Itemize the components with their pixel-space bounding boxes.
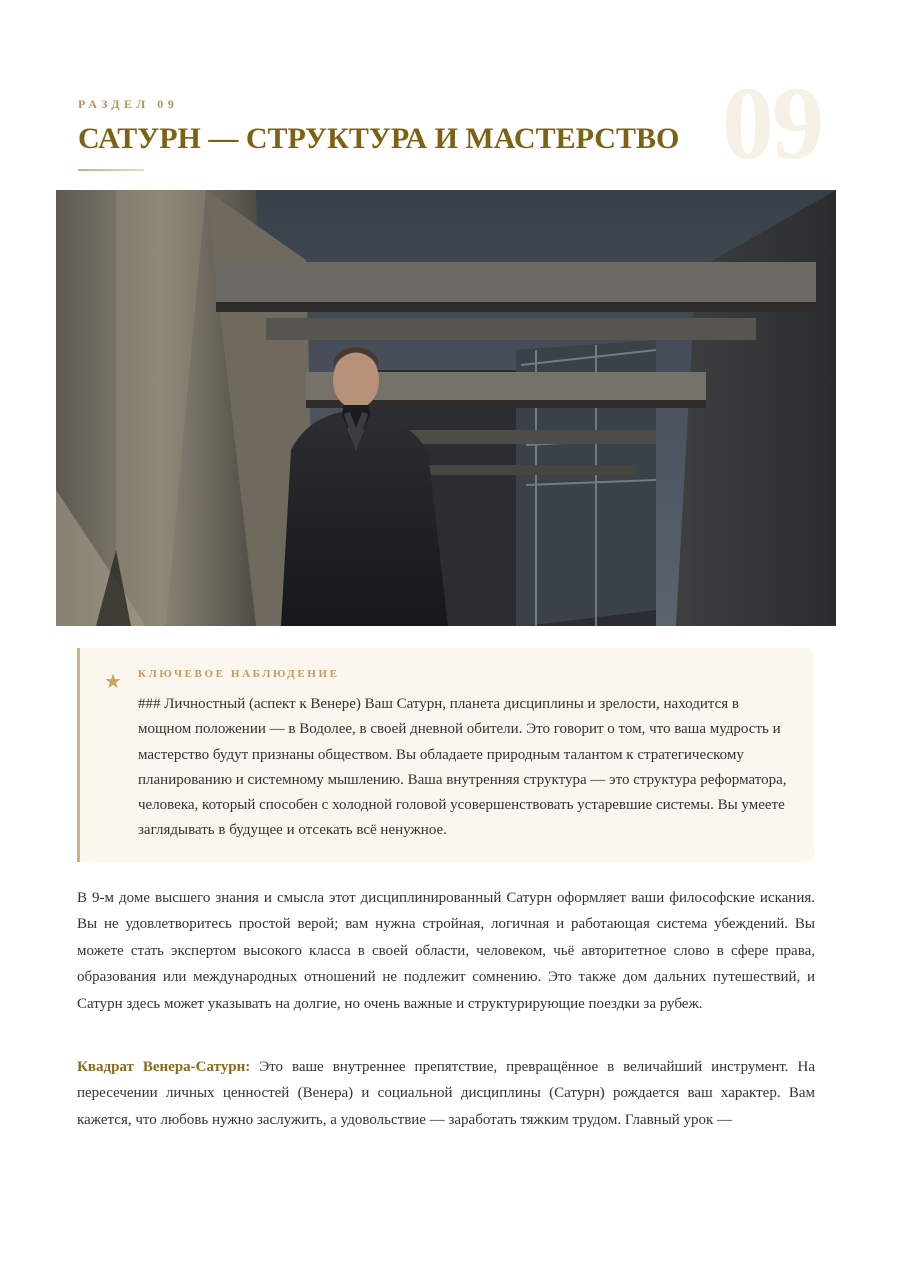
callout-text: ### Личностный (аспект к Венере) Ваш Сатурн, планета дисциплины и зрелости, находится в мощном положении — в Водолее, в своей дневной обители. Это говорит о том, что ваша мудрость и мастерство будут признаны обществом. Вы обладаете природным талантом к стратегическому планированию и системному мышлению. Ваша внутренняя структура — это структура реформатора, человека, который способен с холодной головой усовершенствовать устаревшие системы. Вы умеете заглядывать в будущее и отсекать всё ненужное. bbox=[138, 696, 787, 839]
callout-label: КЛЮЧЕВОЕ НАБЛЮДЕНИЕ bbox=[138, 668, 340, 680]
body-paragraph: В 9-м доме высшего знания и смысла этот дисциплинированный Сатурн оформляет ваши философские искания. Вы не удовлетворитесь простой верой; вам нужна стройная, логичная и работающая система убеждений. Вы можете стать экспертом высокого класса в своей области, человеком, чьё авторитетное слово в сфере права, образования или международных отношений не подлежит сомнению. Это также дом дальних путешествий, и Сатурн здесь может указывать на долгие, но очень важные и структурирующие поездки за рубеж. bbox=[77, 890, 815, 1012]
key-observation-callout bbox=[77, 648, 814, 862]
section-number-watermark: 09 bbox=[722, 66, 822, 181]
title-underline bbox=[78, 169, 144, 171]
hero-photo bbox=[56, 190, 836, 626]
section-title: САТУРН — СТРУКТУРА И МАСТЕРСТВО bbox=[78, 122, 680, 155]
hero-photo-illustration bbox=[56, 190, 836, 626]
body-paragraph-aspect bbox=[77, 1054, 815, 1133]
aspect-text: Это ваше внутреннее препятствие, превращённое в величайший инструмент. На пересечении личных ценностей (Венера) и социальной дисциплины (Сатурн) рождается ваш характер. Вам кажется, что любовь нужно заслужить, а удовольствие — заработать тяжким трудом. Главный урок — bbox=[77, 1059, 815, 1128]
aspect-lead: Квадрат Венера-Сатурн: bbox=[77, 1059, 251, 1075]
section-kicker: РАЗДЕЛ 09 bbox=[78, 97, 179, 111]
star-icon: ★ bbox=[104, 671, 122, 693]
